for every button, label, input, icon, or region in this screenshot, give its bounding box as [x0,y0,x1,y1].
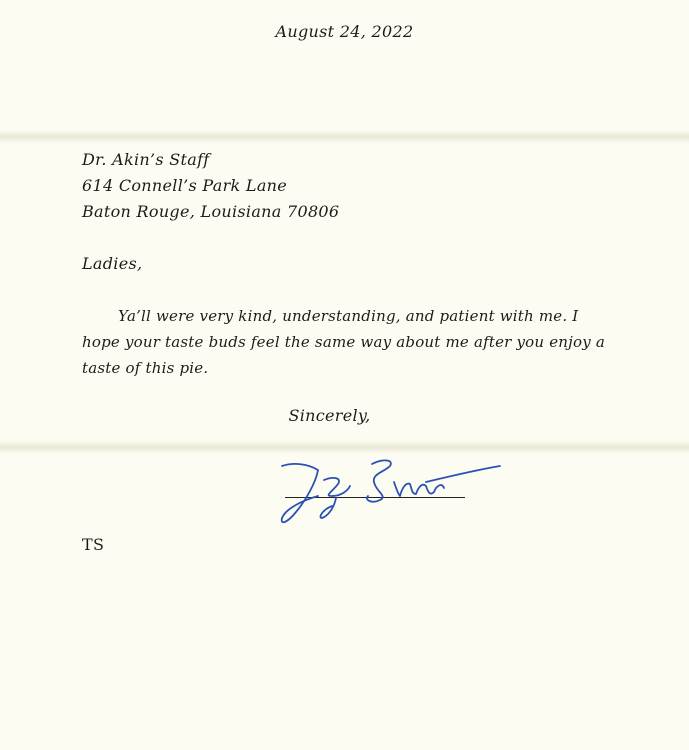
recipient-street: 614 Connell’s Park Lane [82,176,288,195]
salutation: Ladies, [82,254,143,273]
letter-body: Ya’ll were very kind, understanding, and patient with me. I hope your taste buds feel the same way about me after you enjoy a taste of this pie. [82,307,606,377]
recipient-city-state-zip: Baton Rouge, Louisiana 70806 [82,202,340,221]
recipient-name: Dr. Akin’s Staff [82,150,210,169]
signature-icon [276,452,506,532]
paper-fold-top [0,130,689,144]
typist-initials: TS [82,535,105,554]
letter-date: August 24, 2022 [275,22,414,41]
closing: Sincerely, [288,406,371,425]
